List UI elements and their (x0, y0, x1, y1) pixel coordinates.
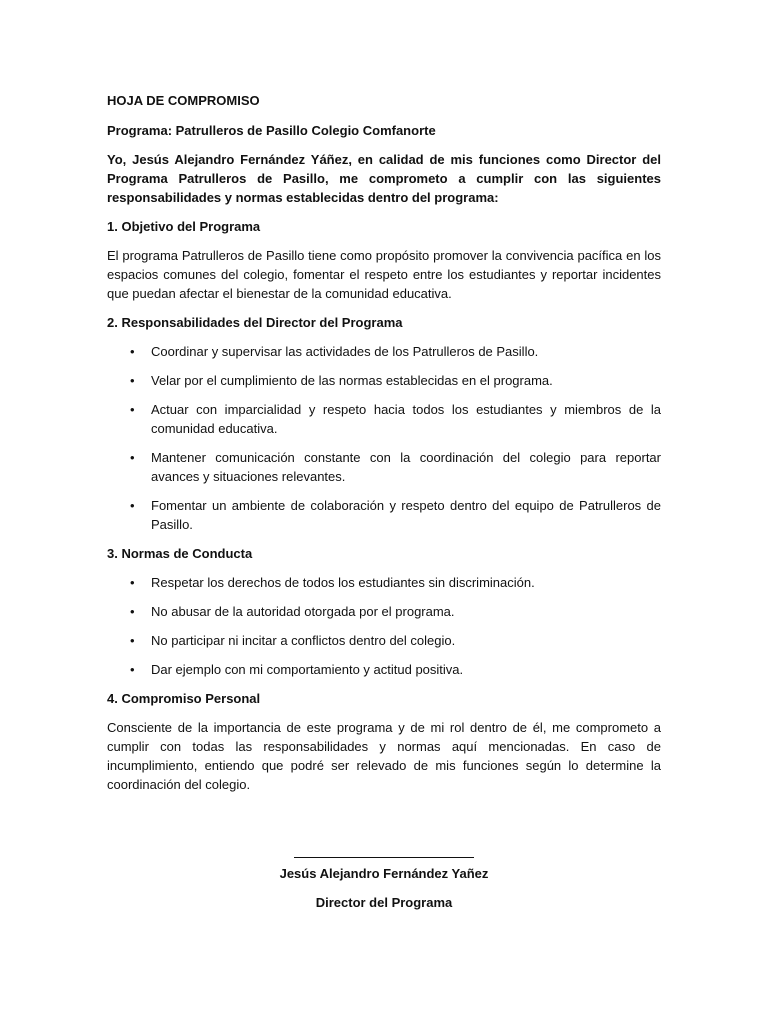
section-heading-objective: 1. Objetivo del Programa (107, 219, 261, 234)
section-heading-conduct: 3. Normas de Conducta (107, 546, 253, 561)
list-item-text: Coordinar y supervisar las actividades de los Patrulleros de Pasillo. (151, 344, 539, 359)
bullet-icon: • (130, 575, 135, 590)
signature-name: Jesús Alejandro Fernández Yañez (279, 866, 489, 881)
bullet-icon: • (130, 373, 135, 388)
list-item-text: Fomentar un ambiente de colaboración y respeto dentro del equipo de Patrulleros de Pasillo. (151, 498, 661, 532)
document-title: HOJA DE COMPROMISO (107, 93, 260, 108)
list-item (107, 496, 661, 534)
bullet-icon: • (130, 633, 135, 648)
list-item (107, 573, 661, 592)
section-heading-responsibilities: 2. Responsabilidades del Director del Programa (107, 315, 403, 330)
bullet-icon: • (130, 662, 135, 677)
list-item (107, 400, 661, 438)
list-item (107, 631, 661, 650)
intro-paragraph: Yo, Jesús Alejandro Fernández Yáñez, en calidad de mis funciones como Director del Programa Patrulleros de Pasillo, me comprometo a cumplir con las siguientes responsabilidades y normas establecidas dentro del programa: (107, 152, 661, 205)
bullet-icon: • (130, 604, 135, 619)
list-item-text: Velar por el cumplimiento de las normas establecidas en el programa. (151, 373, 553, 388)
conduct-list (107, 573, 661, 679)
list-item-text: Actuar con imparcialidad y respeto hacia todos los estudiantes y miembros de la comunidad educativa. (151, 402, 661, 436)
signature-block (0, 840, 768, 912)
bullet-icon: • (130, 450, 135, 465)
document-body (107, 91, 661, 804)
responsibilities-list (107, 342, 661, 534)
list-item (107, 660, 661, 679)
list-item-text: Mantener comunicación constante con la coordinación del colegio para reportar avances y situaciones relevantes. (151, 450, 661, 484)
section-heading-commitment: 4. Compromiso Personal (107, 691, 261, 706)
program-line: Programa: Patrulleros de Pasillo Colegio Comfanorte (107, 123, 436, 138)
bullet-icon: • (130, 344, 135, 359)
list-item-text: No participar ni incitar a conflictos dentro del colegio. (151, 633, 456, 648)
list-item (107, 448, 661, 486)
signature-line (294, 840, 474, 858)
list-item-text: Respetar los derechos de todos los estudiantes sin discriminación. (151, 575, 535, 590)
objective-paragraph: El programa Patrulleros de Pasillo tiene como propósito promover la convivencia pacífica en los espacios comunes del colegio, fomentar el respeto entre los estudiantes y reportar incidentes que puedan afectar el bienestar de la comunidad educativa. (107, 248, 661, 301)
list-item-text: Dar ejemplo con mi comportamiento y actitud positiva. (151, 662, 464, 677)
commitment-paragraph: Consciente de la importancia de este programa y de mi rol dentro de él, me comprometo a cumplir con todas las responsabilidades y normas aquí mencionadas. En caso de incumplimiento, entiendo que podré ser relevado de mis funciones según lo determine la coordinación del colegio. (107, 720, 661, 792)
list-item (107, 371, 661, 390)
bullet-icon: • (130, 498, 135, 513)
bullet-icon: • (130, 402, 135, 417)
list-item-text: No abusar de la autoridad otorgada por el programa. (151, 604, 455, 619)
list-item (107, 342, 661, 361)
list-item (107, 602, 661, 621)
signature-role: Director del Programa (315, 895, 453, 910)
